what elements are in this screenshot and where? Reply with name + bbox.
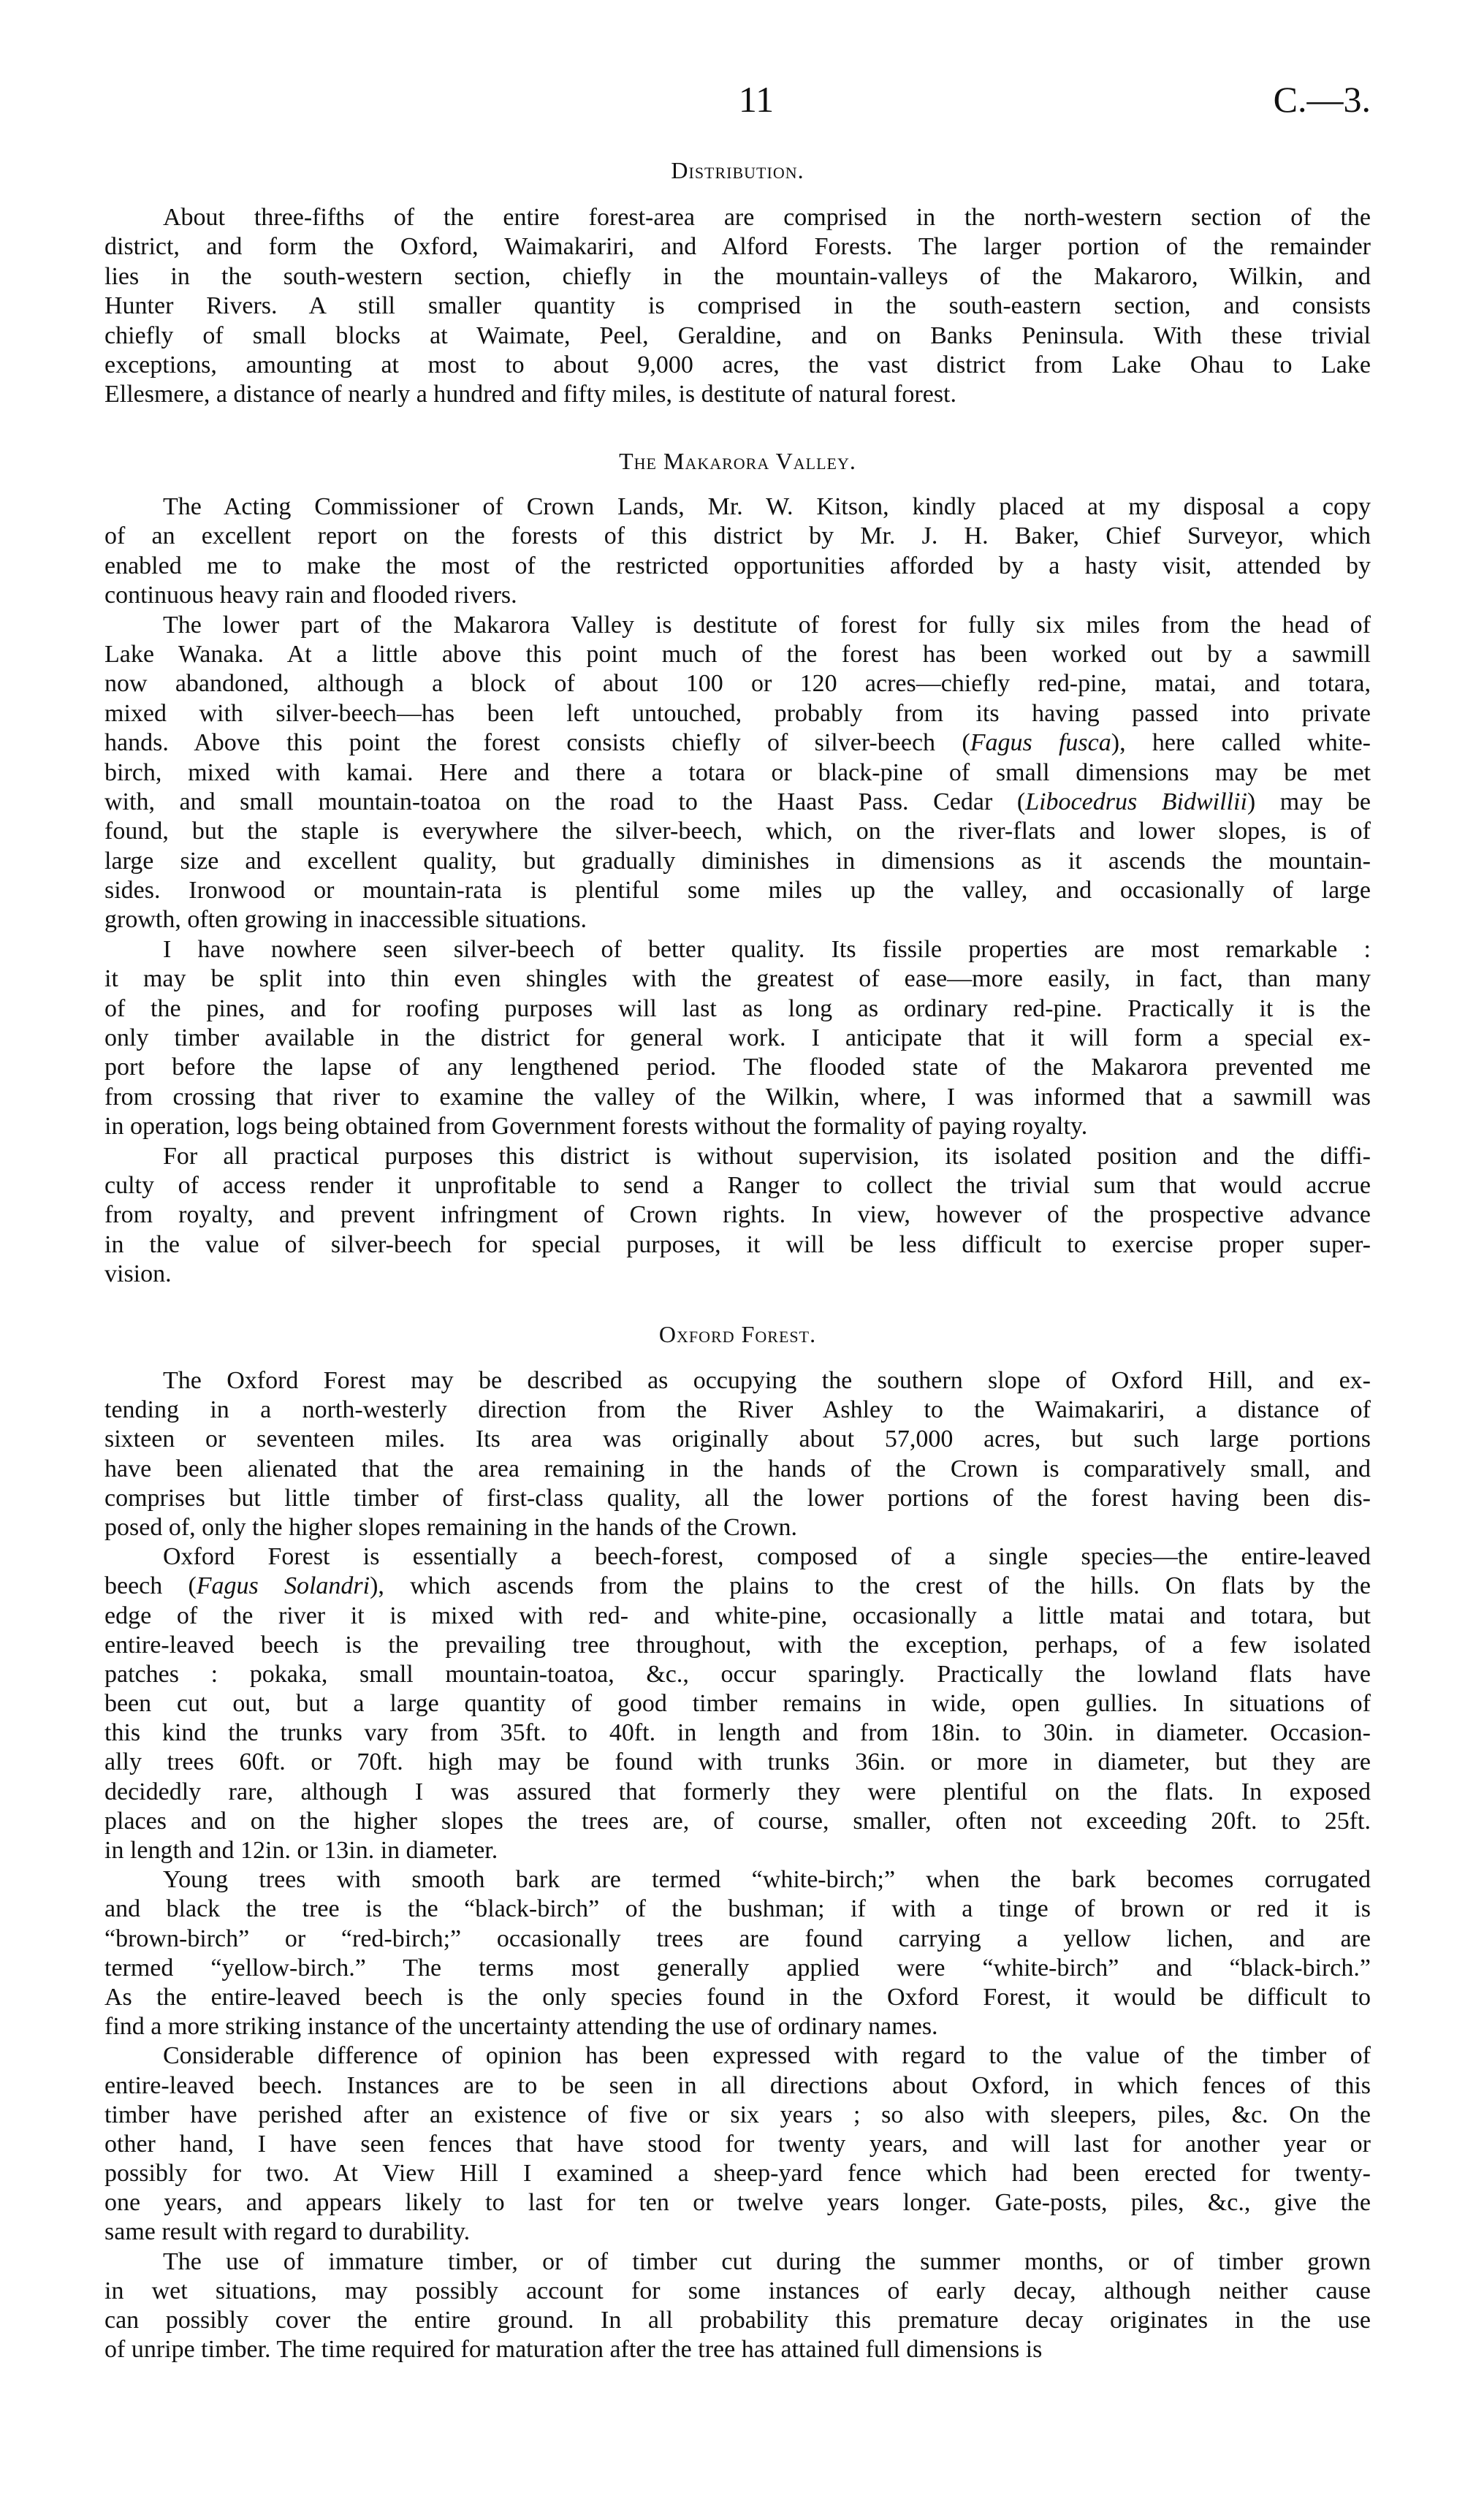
text-line: one years, and appears likely to last for ten or twelve years longer. Gate-posts, piles, &c., give the	[104, 2189, 1371, 2217]
section-heading: Distribution.	[671, 157, 804, 183]
text-segment: ) may be	[1247, 788, 1371, 815]
section-text	[104, 492, 1371, 1290]
text-line: only timber available in the district for general work. I anticipate that it will form a special ex-	[104, 1024, 1371, 1052]
text-segment: beech (	[104, 1572, 197, 1600]
text-line: tending in a north-westerly direction from the River Ashley to the Waimakariri, a distance of	[104, 1396, 1371, 1424]
text-line: in wet situations, may possibly account for some instances of early decay, although neither cause	[104, 2277, 1371, 2304]
text-line: mixed with silver-beech—has been left untouched, probably from its having passed into private	[104, 699, 1371, 727]
text-line: find a more striking instance of the uncertainty attending the use of ordinary names.	[104, 2013, 938, 2041]
text-line: entire-leaved beech is the prevailing tree throughout, with the exception, perhaps, of a few isolated	[104, 1631, 1371, 1659]
text-line: timber have perished after an existence of five or six years ; so also with sleepers, piles, &c. On the	[104, 2101, 1371, 2128]
text-line: of an excellent report on the forests of this district by Mr. J. H. Baker, Chief Surveyor, which	[104, 522, 1371, 550]
document-reference: C.—3.	[1273, 79, 1371, 120]
text-line: ally trees 60ft. or 70ft. high may be found with trunks 36in. or more in diameter, but they are	[104, 1748, 1371, 1776]
italic-species-name: Libocedrus Bidwillii	[1025, 788, 1247, 815]
text-line: The lower part of the Makarora Valley is destitute of forest for fully six miles from the head of	[163, 611, 1371, 639]
text-segment: with, and small mountain-toatoa on the road to the Haast Pass. Cedar (	[104, 788, 1026, 815]
paragraph	[104, 1142, 1371, 1290]
text-line: in the value of silver-beech for special purposes, it will be less difficult to exercise proper super-	[104, 1230, 1371, 1258]
text-line: The Oxford Forest may be described as occupying the southern slope of Oxford Hill, and ex-	[163, 1367, 1371, 1394]
section-heading: The Makarora Valley.	[619, 448, 856, 474]
text-line: termed “yellow-birch.” The terms most generally applied were “white-birch” and “black-birch.”	[104, 1954, 1371, 1982]
text-line: The use of immature timber, or of timber cut during the summer months, or of timber grown	[163, 2247, 1371, 2275]
text-line: edge of the river it is mixed with red- and white-pine, occasionally a little matai and totara, but	[104, 1602, 1371, 1629]
text-line: patches : pokaka, small mountain-toatoa, &c., occur sparingly. Practically the lowland flats have	[104, 1660, 1371, 1688]
text-line: exceptions, amounting at most to about 9,000 acres, the vast district from Lake Ohau to Lake	[104, 351, 1371, 378]
text-line: decidedly rare, although I was assured that formerly they were plentiful on the flats. In exposed	[104, 1778, 1371, 1805]
text-line: Lake Wanaka. At a little above this point much of the forest has been worked out by a sawmill	[104, 640, 1371, 668]
text-line: Considerable difference of opinion has been expressed with regard to the value of the timber of	[163, 2042, 1371, 2070]
text-line	[104, 728, 1371, 758]
text-line: Hunter Rivers. A still smaller quantity is comprised in the south-eastern section, and consists	[104, 292, 1371, 320]
italic-species-name: Fagus fusca	[970, 729, 1111, 757]
text-line: of unripe timber. The time required for maturation after the tree has attained full dimensions is	[104, 2336, 1043, 2364]
text-line: About three-fifths of the entire forest-area are comprised in the north-western section of the	[163, 204, 1371, 231]
paragraph	[104, 935, 1371, 1142]
text-line: continuous heavy rain and flooded rivers.	[104, 582, 517, 609]
text-line: As the entire-leaved beech is the only species found in the Oxford Forest, it would be difficult to	[104, 1983, 1371, 2011]
text-line: of the pines, and for roofing purposes will last as long as ordinary red-pine. Practically it is the	[104, 994, 1371, 1022]
text-line: found, but the staple is everywhere the silver-beech, which, on the river-flats and lower slopes, is of	[104, 818, 1371, 845]
text-line: now abandoned, although a block of about 100 or 120 acres—chiefly red-pine, matai, and totara,	[104, 670, 1371, 698]
text-line: Oxford Forest is essentially a beech-forest, composed of a single species—the entire-leaved	[163, 1543, 1371, 1571]
text-segment: hands. Above this point the forest consists chiefly of silver-beech (	[104, 729, 970, 757]
text-line: sixteen or seventeen miles. Its area was originally about 57,000 acres, but such large portions	[104, 1425, 1371, 1453]
text-line: port before the lapse of any lengthened period. The flooded state of the Makarora prevented me	[104, 1054, 1371, 1081]
text-line: chiefly of small blocks at Waimate, Peel, Geraldine, and on Banks Peninsula. With these trivial	[104, 321, 1371, 349]
paragraph	[104, 1366, 1371, 1542]
italic-species-name: Fagus Solandri	[196, 1572, 370, 1600]
text-line: large size and excellent quality, but gradually diminishes in dimensions as it ascends the mountain-	[104, 847, 1371, 875]
text-line: lies in the south-western section, chiefly in the mountain-valleys of the Makaroro, Wilkin, and	[104, 262, 1371, 290]
text-line: enabled me to make the most of the restricted opportunities afforded by a hasty visit, attended by	[104, 552, 1371, 579]
text-line: posed of, only the higher slopes remaining in the hands of the Crown.	[104, 1513, 798, 1541]
text-line: sides. Ironwood or mountain-rata is plentiful some miles up the valley, and occasionally of large	[104, 877, 1371, 905]
section-text	[104, 1366, 1371, 2364]
text-line: comprises but little timber of first-class quality, all the lower portions of the forest having been dis-	[104, 1484, 1371, 1512]
paragraph	[104, 2247, 1371, 2365]
text-line: entire-leaved beech. Instances are to be seen in all directions about Oxford, in which fences of this	[104, 2071, 1371, 2099]
paragraph	[104, 611, 1371, 935]
text-line: in length and 12in. or 13in. in diameter.	[104, 1837, 498, 1864]
text-line: other hand, I have seen fences that have stood for twenty years, and will last for another year or	[104, 2130, 1371, 2158]
text-line: have been alienated that the area remaining in the hands of the Crown is comparatively small, and	[104, 1455, 1371, 1482]
text-line: district, and form the Oxford, Waimakariri, and Alford Forests. The larger portion of the remainder	[104, 233, 1371, 261]
text-line	[104, 788, 1371, 817]
text-line: Young trees with smooth bark are termed “white-birch;” when the bark becomes corrugated	[163, 1866, 1371, 1894]
text-line: in operation, logs being obtained from Government forests without the formality of paying royalty.	[104, 1113, 1088, 1141]
text-line: The Acting Commissioner of Crown Lands, Mr. W. Kitson, kindly placed at my disposal a copy	[163, 493, 1371, 520]
text-line: this kind the trunks vary from 35ft. to 40ft. in length and from 18in. to 30in. in diameter. Occasion-	[104, 1719, 1371, 1747]
text-line: been cut out, but a large quantity of good timber remains in wide, open gullies. In situations of	[104, 1690, 1371, 1718]
paragraph	[104, 2041, 1371, 2247]
text-line: it may be split into thin even shingles with the greatest of ease—more easily, in fact, than many	[104, 965, 1371, 993]
section-text	[104, 203, 1371, 410]
text-line: and black the tree is the “black-birch” of the bushman; if with a tinge of brown or red it is	[104, 1895, 1371, 1923]
text-segment: ), here called white-	[1111, 729, 1371, 757]
text-line: possibly for two. At View Hill I examined a sheep-yard fence which had been erected for twenty-	[104, 2160, 1371, 2188]
text-segment: ), which ascends from the plains to the crest of the hills. On flats by the	[370, 1572, 1371, 1600]
text-line	[104, 1572, 1371, 1601]
text-line: Ellesmere, a distance of nearly a hundred and fifty miles, is destitute of natural forest.	[104, 381, 956, 408]
paragraph	[104, 203, 1371, 410]
text-line: For all practical purposes this district is without supervision, its isolated position and the diffi-	[163, 1142, 1371, 1170]
paragraph	[104, 1865, 1371, 2041]
text-line: from crossing that river to examine the valley of the Wilkin, where, I was informed that a sawmill was	[104, 1083, 1371, 1111]
text-line: culty of access render it unprofitable to send a Ranger to collect the trivial sum that would accrue	[104, 1171, 1371, 1199]
paragraph	[104, 1542, 1371, 1865]
text-line: vision.	[104, 1260, 172, 1288]
text-line: growth, often growing in inaccessible situations.	[104, 906, 587, 934]
text-line: can possibly cover the entire ground. In all probability this premature decay originates in the use	[104, 2307, 1371, 2334]
section-heading: Oxford Forest.	[658, 1321, 817, 1347]
text-line: birch, mixed with kamai. Here and there a totara or black-pine of small dimensions may be met	[104, 758, 1371, 786]
text-line: I have nowhere seen silver-beech of better quality. Its fissile properties are most remarkable :	[163, 935, 1371, 963]
text-line: places and on the higher slopes the trees are, of course, smaller, often not exceeding 20ft. to 25ft.	[104, 1807, 1371, 1835]
paragraph	[104, 492, 1371, 611]
text-line: same result with regard to durability.	[104, 2218, 471, 2246]
text-line: from royalty, and prevent infringment of Crown rights. In view, however of the prospective advance	[104, 1201, 1371, 1229]
text-line: “brown-birch” or “red-birch;” occasionally trees are found carrying a yellow lichen, and are	[104, 1925, 1371, 1952]
page-number: 11	[738, 79, 775, 120]
